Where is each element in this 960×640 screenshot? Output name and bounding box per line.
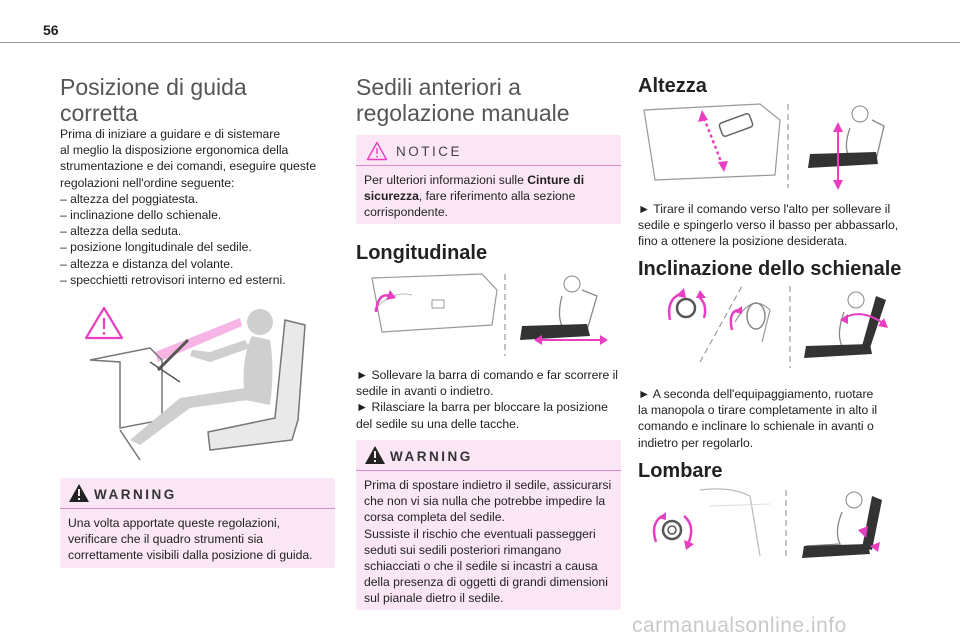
heading-longitudinale: Longitudinale — [356, 242, 488, 264]
warning-line: Prima di spostare indietro il sedile, assicurarsi — [364, 478, 612, 492]
instruction-line: ► Sollevare la barra di comando e far scorrere il — [356, 368, 619, 382]
warning-line: schiacciati o che il sedile si incastri a causa — [364, 559, 598, 574]
backrest-illustration — [640, 282, 890, 372]
warning-box-left — [60, 478, 335, 568]
warning-text — [68, 515, 313, 564]
longitudinal-illustration — [362, 270, 612, 360]
instruction-line: fino a ottenere la posizione desiderata. — [638, 234, 848, 249]
notice-line-2 — [364, 188, 584, 204]
warning-label: WARNING — [390, 449, 473, 464]
instruction-line: indietro per regolarlo. — [638, 435, 754, 450]
heading-altezza: Altezza — [638, 75, 707, 97]
altezza-text — [638, 201, 918, 250]
instruction-line: ► A seconda dell'equipaggiamento, ruotare — [638, 387, 874, 401]
title-line-2: corretta — [60, 100, 138, 126]
warning-line: corsa completa del sedile. — [364, 510, 505, 525]
notice-box — [356, 135, 621, 224]
warning-line: Una volta apportate queste regolazioni, — [68, 516, 281, 530]
intro-line: – altezza della seduta. — [60, 224, 182, 239]
heading-lombare: Lombare — [638, 460, 723, 482]
lumbar-illustration — [640, 486, 890, 560]
notice-text-part: Per ulteriori informazioni sulle — [364, 173, 528, 187]
intro-line: regolazioni nell'ordine seguente: — [60, 175, 235, 190]
warning-triangle-icon — [68, 483, 90, 503]
intro-line: – posizione longitudinale del sedile. — [60, 240, 252, 255]
instruction-line: sedile in avanti o indietro. — [356, 384, 494, 399]
intro-line: – inclinazione dello schienale. — [60, 208, 222, 223]
title-line-1: Posizione di guida — [60, 74, 247, 100]
notice-label: NOTICE — [396, 144, 463, 159]
intro-line: – altezza del poggiatesta. — [60, 191, 199, 206]
instruction-line: ► Rilasciare la barra per bloccare la posizione — [356, 400, 608, 415]
notice-link-text: sicurezza — [364, 189, 419, 204]
driving-position-illustration — [80, 300, 320, 465]
intro-line: – altezza e distanza del volante. — [60, 256, 234, 271]
instruction-line: del sedile su una delle tacche. — [356, 416, 520, 431]
heading-inclinazione: Inclinazione dello schienale — [638, 258, 902, 280]
intro-paragraph — [60, 126, 350, 288]
warning-line: verificare che il quadro strumenti sia — [68, 532, 264, 547]
longitudinale-text — [356, 367, 626, 432]
inclinazione-text — [638, 386, 918, 451]
warning-text — [364, 477, 611, 607]
box-divider — [60, 508, 335, 509]
intro-line: – specchietti retrovisori interno ed esterni. — [60, 272, 286, 287]
header-rule — [0, 42, 960, 43]
instruction-line: la manopola o tirare completamente in alto il — [638, 403, 878, 418]
box-divider — [356, 165, 621, 166]
instruction-line: sedile e spingerlo verso il basso per abbassarlo, — [638, 218, 899, 233]
warning-triangle-icon — [364, 445, 386, 465]
notice-text — [364, 172, 584, 221]
instruction-line: ► Tirare il comando verso l'alto per sollevare il — [638, 202, 891, 216]
warning-line: che non vi sia nulla che potrebbe impedire la — [364, 494, 606, 509]
warning-line: correttamente visibili dalla posizione di guida. — [68, 548, 313, 563]
watermark: carmanualsonline.info — [632, 614, 847, 637]
page-number: 56 — [43, 22, 59, 38]
intro-line: Prima di iniziare a guidare e di sistemare — [60, 127, 281, 141]
title-line-1: Sedili anteriori a — [356, 74, 521, 100]
section-title-posizione — [60, 74, 247, 126]
intro-line: al meglio la disposizione ergonomica della — [60, 143, 289, 158]
section-title-sedili — [356, 74, 570, 126]
warning-line: Sussiste il rischio che eventuali passeggeri — [364, 526, 596, 541]
warning-line: della presenza di oggetti di grandi dimensioni — [364, 575, 608, 590]
notice-triangle-icon — [366, 141, 388, 161]
intro-line: strumentazione e dei comandi, eseguire queste — [60, 159, 317, 174]
notice-line-3: corrispondente. — [364, 205, 449, 220]
notice-text-part: , fare riferimento alla sezione — [418, 189, 576, 204]
notice-link-text: Cinture di — [527, 173, 585, 187]
warning-line: sul pianale dietro il sedile. — [364, 591, 504, 606]
height-illustration — [640, 100, 890, 192]
warning-box-middle — [356, 440, 621, 610]
warning-line: seduti sui sedili posteriori rimangano — [364, 542, 562, 557]
instruction-line: comando e inclinare lo schienale in avanti o — [638, 419, 874, 434]
box-divider — [356, 470, 621, 471]
notice-line-1 — [364, 172, 584, 188]
title-line-2: regolazione manuale — [356, 100, 570, 126]
warning-label: WARNING — [94, 487, 177, 502]
warning-triangle-icon — [86, 308, 122, 338]
